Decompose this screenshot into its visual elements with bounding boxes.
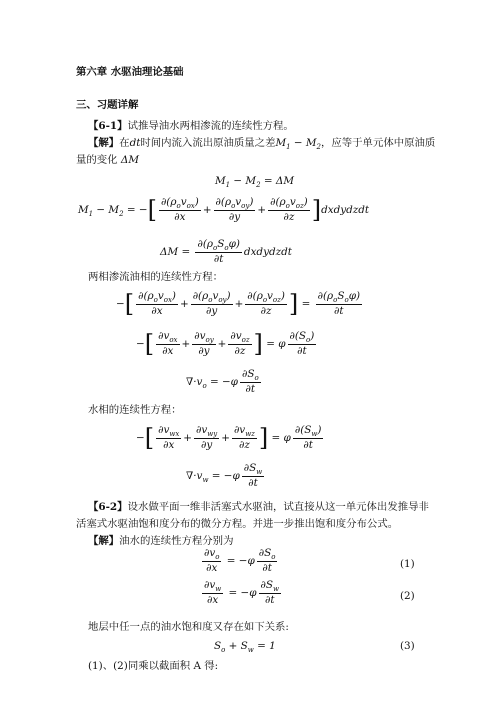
problem-6-1 [88,120,294,133]
equation-2: $\frac{\partial v_w}{\partial x}$ = −φ $\frac{\partial S_w}{\partial t}$ [204,579,280,606]
solution-line-2: 量的变化 ΔM [76,154,140,166]
solution-line-1: 【解】在dt时间内流入流出原油质量之差$M_1 - M_2$，应等于单元体中原油质 [88,137,436,151]
equation-mass-flux: $M_1 - M_2$ = −[ $\frac{\partial(\rho_ov_{ox})}{\partial x}$ + $\frac{\partial(\rho_ov_{oy})}{\partial y}$ + $\frac{\partial(\rho_ov_{oz})}{\partial z}$ ]dxdydzdt [78,196,370,224]
solution-tag: 【解】 [88,137,120,149]
equation-oil-divergence: $\nabla\cdot v_o = -\varphi$ $\frac{\partial S_o}{\partial t}$ [186,368,259,395]
equation-oil-continuity-1: −[ $\frac{\partial(\rho_ov_{ox})}{\partial x}$ + $\frac{\partial(\rho_ov_{oy})}{\partial y}$ + $\frac{\partial(\rho_ov_{oz})}{\partial z}$ ] = $\frac{\partial(\rho_oS_o\varphi)}{\partial t}$ [116,290,361,318]
water-phase-label: 水相的连续性方程： [88,404,182,416]
problem-tag: 【6-1】 [88,120,128,132]
section-title: 三、习题详解 [76,99,139,111]
chapter-title: 第六章 水驱油理论基础 [76,66,184,78]
equation-1: $\frac{\partial v_o}{\partial x}$ = −φ $\frac{\partial S_o}{\partial t}$ [204,547,276,574]
equation-number-3: (3) [400,640,415,652]
solution-6-2: 【解】油水的连续性方程分别为 [88,535,234,547]
equation-mass-balance: $M_1 - M_2 = \Delta M$ [215,175,294,189]
problem-text: 试推导油水两相渗流的连续性方程。 [127,120,294,132]
equation-water-divergence: $\nabla\cdot v_w = -\varphi$ $\frac{\partial S_w}{\partial t}$ [186,462,263,489]
equation-oil-continuity-2: −[ $\frac{\partial v_{ox}}{\partial x}$ + $\frac{\partial v_{oy}}{\partial y}$ + $\frac{\partial v_{oz}}{\partial z}$ ] = φ $\frac{\partial(S_o)}{\partial t}$ [136,330,315,358]
equation-water-continuity: −[ $\frac{\partial v_{wx}}{\partial x}$ + $\frac{\partial v_{wy}}{\partial y}$ + $\frac{\partial v_{wz}}{\partial z}$ ] = φ $\frac{\partial(S_w)}{\partial t}$ [136,424,322,452]
equation-number-1: (1) [400,558,415,570]
two-phase-oil-label: 两相渗流油相的连续性方程： [88,271,224,283]
saturation-relation-text: 地层中任一点的油水饱和度又存在如下关系: [88,621,289,633]
multiply-area-text: (1)、(2)同乘以截面积 A 得: [88,660,219,672]
problem-tag: 【6-2】 [88,501,128,513]
solution-tag: 【解】 [88,535,120,547]
problem-6-2-line-1: 【6-2】设水做平面一维非活塞式水驱油，试直接从这一单元体出发推导非 [88,501,429,513]
equation-number-2: (2) [400,590,415,602]
equation-mass-change: ΔM = $\frac{\partial(\rho_oS_o\varphi)}{\partial t}$ dxdydzdt [160,238,292,265]
problem-6-2-line-2: 活塞式水驱油饱和度分布的微分方程。并进一步推出饱和度分布公式。 [76,518,399,530]
equation-3: $S_o + S_w = 1$ [214,640,276,654]
